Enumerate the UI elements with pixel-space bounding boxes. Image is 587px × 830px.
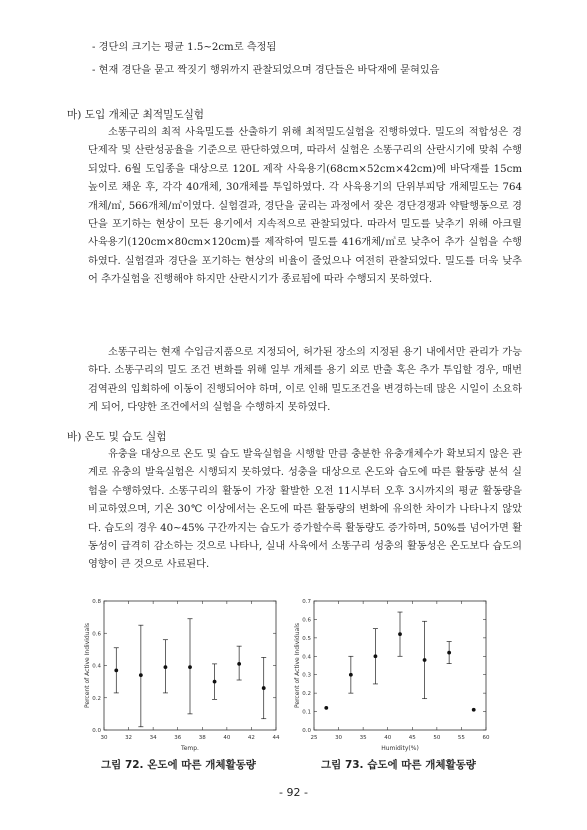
data-point [188, 665, 192, 669]
x-axis-label: Temp. [181, 745, 199, 752]
bullet-item: - 경단의 크기는 평균 1.5~2cm로 측정됨 [92, 42, 277, 53]
x-tick-label: 40 [384, 735, 392, 741]
y-tick-label: 0.6 [302, 617, 311, 624]
x-tick-label: 42 [247, 735, 255, 741]
y-tick-label: 0.7 [302, 599, 311, 605]
data-point [262, 686, 266, 690]
figure-caption-73: 그림 73. 습도에 따른 개체활동량 [321, 759, 476, 771]
data-point [374, 654, 378, 658]
y-axis-label: Percent of Active Individuals [84, 623, 91, 708]
data-point [237, 662, 241, 666]
data-point [139, 673, 143, 677]
data-point [324, 706, 328, 710]
paragraph: 소똥구리의 최적 사육밀도를 산출하기 위해 최적밀도실험을 진행하였다. 밀도의 적합성은 경단제작 및 산란성공율을 기준으로 판단하였으며, 따라서 실험은 소똥구리의 산란시기에 맞춰 수행되었다. 6월 도입종을 대상으로 120L 제작 사육용기(68cm×52cm×42cm)에 바닥재를 15cm 높이로 채운 후, 각각 40개체, 30개체를 투입하였다. 각 사육용기의 단위부피당 개체밀도는 764개체/㎥, 566개체/㎥이였다. 실험결과, 경단을 굴리는 과정에서 잦은 경단경쟁과 약탈행동으로 경단을 포기하는 현상이 모든 용기에서 지속적으로 관찰되었다. 따라서 밀도를 낮추기 위해 아크릴 사육용기(120cm×80cm×120cm)를 제작하여 밀도를 416개체/㎥로 낮추어 추가 실험을 수행하였다. 실험결과 경단을 포기하는 현상의 비율이 줄었으나 여전히 관찰되었다. 밀도를 더욱 낮추어 추가실험을 진행해야 하지만 산란시기가 종료됨에 따라 수행되지 못하였다. [88, 127, 522, 286]
page-number: - 92 - [279, 786, 308, 799]
y-tick-label: 0.0 [302, 728, 311, 734]
x-tick-label: 45 [408, 735, 416, 741]
x-tick-label: 55 [457, 735, 465, 741]
x-tick-label: 32 [125, 735, 133, 741]
section-heading-ma: 마) 도입 개체군 최적밀도실험 [67, 109, 205, 121]
x-tick-label: 60 [482, 735, 490, 741]
data-point [164, 665, 168, 669]
x-tick-label: 34 [149, 735, 157, 741]
y-tick-label: 0.4 [302, 654, 311, 661]
y-tick-label: 0.3 [302, 672, 311, 679]
x-tick-label: 25 [310, 735, 318, 741]
y-tick-label: 0.8 [92, 599, 101, 605]
data-point [472, 708, 476, 712]
y-tick-label: 0.6 [92, 631, 101, 638]
y-tick-label: 0.1 [302, 709, 311, 716]
y-axis-label: Percent of Active Individuals [294, 623, 301, 708]
figure-caption-72: 그림 72. 온도에 따른 개체활동량 [101, 759, 256, 771]
x-tick-label: 35 [359, 735, 367, 741]
x-tick-label: 44 [272, 735, 280, 741]
chart-humidity [292, 592, 502, 757]
paragraph: 소똥구리는 현재 수입금지품으로 지정되어, 허가된 장소의 지정된 용기 내에서만 관리가 가능하다. 소똥구리의 밀도 조건 변화를 위해 일부 개체를 용기 외로 반출 혹은 추가 투입할 경우, 매번 검역관의 입회하에 이동이 진행되어야 하며, 이로 인해 밀도조건을 변경하는데 많은 시일이 소요하게 되어, 다양한 조건에서의 실험을 수행하지 못하였다. [88, 347, 522, 414]
chart-temperature [82, 592, 292, 757]
x-tick-label: 50 [433, 735, 441, 741]
data-point [423, 658, 427, 662]
x-tick-label: 30 [335, 735, 343, 741]
paragraph: 유충을 대상으로 온도 및 습도 발육실험을 시행할 만큼 충분한 유충개체수가 확보되지 않은 관계로 유충의 발육실험은 시행되지 못하였다. 성충을 대상으로 온도와 습도에 따른 활동량 분석 실험을 수행하였다. 소똥구리의 활동이 가장 활발한 오전 11시부터 오후 3시까지의 평균 활동량을 비교하였으며, 기온 30℃ 이상에서는 온도에 따른 활동량의 변화에 유의한 차이가 나타나지 않았다. 습도의 경우 40~45% 구간까지는 습도가 증가할수록 활동량도 증가하며, 50%를 넘어가면 활동성이 급격히 감소하는 것으로 나타나, 실내 사육에서 소똥구리 성충의 활동성은 온도보다 습도의 영향이 큰 것으로 사료된다. [88, 449, 522, 571]
x-axis-label: Humidity(%) [381, 745, 419, 752]
y-tick-label: 0.5 [302, 635, 311, 642]
data-point [114, 668, 118, 672]
y-tick-label: 0.0 [92, 728, 101, 734]
data-point [213, 680, 217, 684]
chart-temperature-svg [82, 592, 292, 757]
bullet-item: - 현재 경단을 묻고 짝짓기 행위까지 관찰되었으며 경단들은 바닥재에 묻혀있음 [92, 65, 440, 76]
y-tick-label: 0.2 [302, 691, 311, 698]
y-tick-label: 0.4 [92, 663, 101, 670]
x-tick-label: 40 [223, 735, 231, 741]
x-tick-label: 30 [100, 735, 108, 741]
x-tick-label: 38 [198, 735, 206, 741]
data-point [447, 651, 451, 655]
y-tick-label: 0.2 [92, 695, 101, 702]
data-point [349, 673, 353, 677]
x-tick-label: 36 [174, 735, 182, 741]
section-heading-ba: 바) 온도 및 습도 실험 [67, 431, 167, 443]
chart-humidity-svg [292, 592, 502, 757]
data-point [398, 632, 402, 636]
